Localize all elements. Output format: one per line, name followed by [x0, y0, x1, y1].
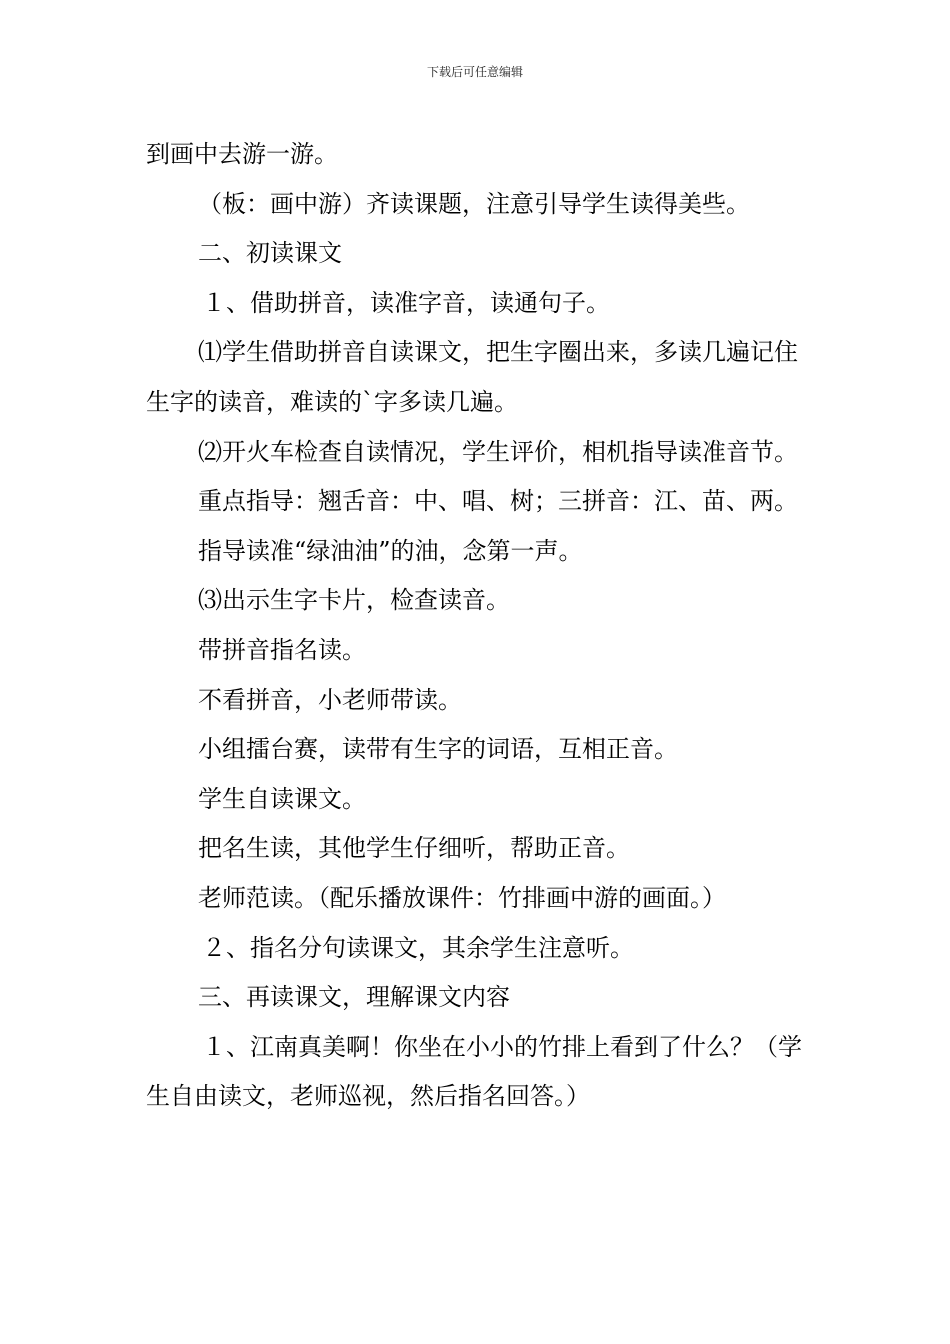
- document-body: [146, 130, 816, 1122]
- activity-teacher-read: 老师范读。（配乐播放课件：竹排画中游的画面。）: [198, 883, 726, 912]
- substep-1-self-read: ⑴学生借助拼音自读课文，把生字圈出来，多读几遍记住生字的读音，难读的`字多读几遍。: [146, 338, 798, 416]
- step-1-question: １、江南真美啊！你坐在小小的竹排上看到了什么？（学生自由读文，老师巡视，然后指名回答。）: [146, 1032, 802, 1111]
- activity-student-read: 把名生读，其他学生仔细听，帮助正音。: [198, 834, 630, 863]
- step-2-sentence-reading: ２、指名分句读课文，其余学生注意听。: [202, 933, 634, 962]
- paragraph-board-title: （板：画中游）齐读课题，注意引导学生读得美些。: [198, 189, 750, 218]
- step-1-pinyin: １、借助拼音，读准字音，读通句子。: [202, 288, 610, 317]
- activity-without-pinyin: 不看拼音，小老师带读。: [198, 685, 462, 714]
- section-heading-first-reading: 二、初读课文: [198, 239, 342, 268]
- section-heading-reread: 三、再读课文，理解课文内容: [198, 983, 510, 1012]
- paragraph-continuation: 到画中去游一游。: [146, 140, 338, 168]
- guidance-you-tone: 指导读准“绿油油”的油，念第一声。: [198, 536, 583, 565]
- page-header: 下载后可任意编辑: [426, 65, 523, 79]
- key-guidance: 重点指导：翘舌音：中、唱、树；三拼音：江、苗、两。: [198, 487, 798, 516]
- substep-3-flash-cards: ⑶出示生字卡片，检查读音。: [198, 586, 510, 615]
- activity-with-pinyin: 带拼音指名读。: [198, 635, 366, 664]
- substep-2-train-check: ⑵开火车检查自读情况，学生评价，相机指导读准音节。: [198, 437, 798, 466]
- activity-self-read: 学生自读课文。: [198, 784, 366, 813]
- activity-group-contest: 小组擂台赛，读带有生字的词语，互相正音。: [198, 735, 678, 764]
